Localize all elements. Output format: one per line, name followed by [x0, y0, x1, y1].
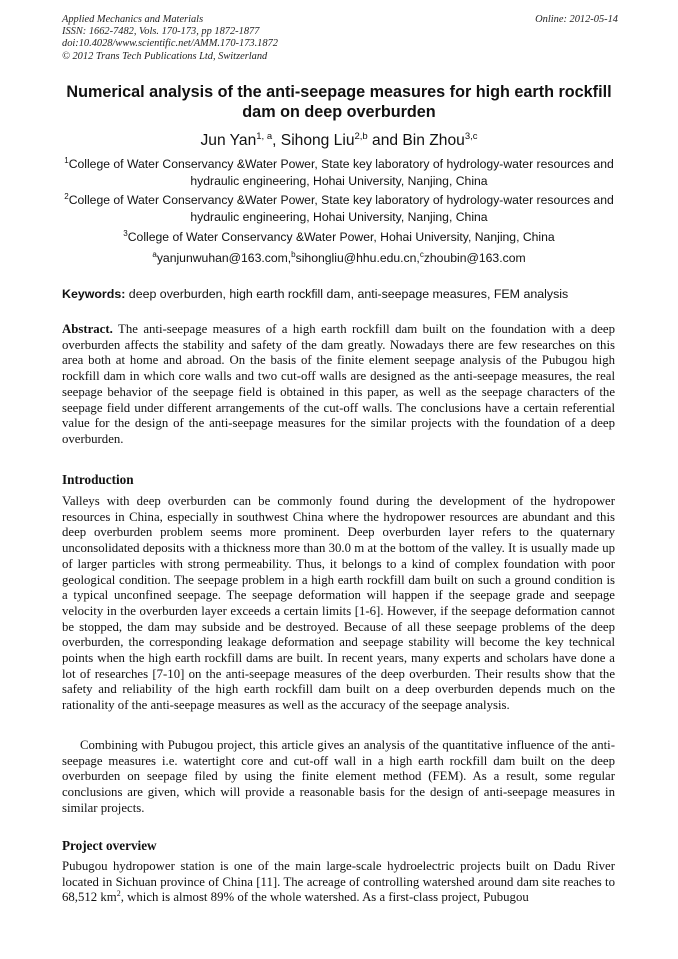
- section-heading-project-overview: Project overview: [62, 838, 157, 853]
- section-heading-introduction: Introduction: [62, 472, 134, 487]
- journal-header: [62, 14, 618, 63]
- author-name: Bin Zhou: [402, 132, 465, 149]
- author-name: Jun Yan: [200, 132, 257, 149]
- email-link: zhoubin@163.com: [423, 251, 526, 265]
- intro-paragraph-1: Valleys with deep overburden can be commonly found during the development of the hydropower resources in China, especially in southwest China where the hydropower resources are abundant and this deep overburden problem seems more prominent. Deep overburden layer refers to the quaternary unconsolidated deposits with a thickness more than 30.0 m at the bottom of the valley. It is usually made up of larger particles with strong permeability. Thus, it belongs to a kind of complex foundation with poor geological condition. The seepage problem in a high earth rockfill dam built on such a ground condition is a typical unconfined seepage. The seepage deformation will happen if the seepage grade and seepage velocity in the overburden layer exceeds a certain limits [1-6]. However, if the seepage deformation cannot be stopped, the dam may subside and be destroyed. Because of all these seepage problems of the deep overburden, the corresponding leakage deformation and seepage stability will become the key technical points when the high earth rockfill dams are built. In recent years, many experts and scholars have done a lot of researches [7-10] on the anti-seepage measures of the deep overburden. Their results show that the safety and reliability of the high earth rockfill dam built on a deep overburden depends much on the rationality of the anti-seepage measures as well as the accuracy of the seepage analysis.: [62, 494, 615, 713]
- intro-paragraph-2: Combining with Pubugou project, this article gives an analysis of the quantitative influence of the anti-seepage measures i.e. watertight core and cut-off wall in a high earth rockfill dam built on the deep overburden on seepage filed by using the finite element method (FEM). As a result, some regular conclusions are given, which will provide a reasonable basis for the design of anti-seepage measures in similar projects.: [62, 738, 615, 815]
- journal-name: Applied Mechanics and Materials: [62, 14, 204, 25]
- keywords-label: Keywords:: [62, 287, 126, 301]
- abstract-text: The anti-seepage measures of a high earth rockfill dam built on the foundation with a deep overburden affects the stability and safety of the dam greatly. Nowadays there are few researches on this area both at home and abroad. On the basis of the finite element seepage analysis of the Pubugou high rockfill dam in which core walls and two cut-off walls are designed as the anti-seepage measures, the real seepage behavior of the seepage field is obtained in this paper, as well as the seepage characters of the seepage field under different arrangements of the cut-off walls. The conclusions have a certain referential value for the design of the anti-seepage measures for the similar projects with the foundation of a deep overburden.: [62, 322, 615, 446]
- project-overview-paragraph: [62, 859, 615, 906]
- author-separator: ,: [272, 132, 281, 149]
- email-mark: a: [152, 250, 157, 259]
- author-affil-mark: 1, a: [256, 131, 273, 142]
- paper-title: Numerical analysis of the anti-seepage measures for high earth rockfill dam on deep overburden: [66, 83, 612, 121]
- email-line: [62, 250, 616, 267]
- affiliation-3: [62, 229, 616, 246]
- affiliation-mark: 3: [123, 229, 128, 238]
- keywords-text: deep overburden, high earth rockfill dam, anti-seepage measures, FEM analysis: [125, 287, 569, 301]
- author-separator: and: [367, 132, 403, 149]
- author-affil-mark: 2,b: [354, 131, 368, 142]
- superscript-2: 2: [116, 889, 121, 899]
- abstract-label: Abstract.: [62, 322, 113, 336]
- copyright-line: © 2012 Trans Tech Publications Ltd, Switzerland: [62, 50, 268, 62]
- online-date: Online: 2012-05-14: [535, 14, 618, 25]
- abstract: [62, 322, 615, 448]
- affiliation-1: [62, 156, 616, 189]
- overview-text-b: , which is almost 89% of the whole watershed. As a first-class project, Pubugou: [120, 890, 529, 905]
- doi-line: doi:10.4028/www.scientific.net/AMM.170-173.1872: [62, 38, 278, 50]
- affiliation-mark: 1: [64, 156, 69, 165]
- email-link: yanjunwuhan@163.com,: [156, 251, 292, 265]
- overview-text-a: Pubugou hydropower station is one of the main large-scale hydroelectric projects built on Dadu River located in Sichuan province of China [11]. The acreage of controlling watershed around dam site reaches to 68,512 km: [62, 859, 615, 905]
- email-mark: c: [419, 250, 424, 259]
- issn-line: ISSN: 1662-7482, Vols. 170-173, pp 1872-1877: [62, 26, 260, 38]
- email-link: sihongliu@hhu.edu.cn,: [295, 251, 420, 265]
- affiliation-text: College of Water Conservancy &Water Power, State key laboratory of hydrology-water resources and hydraulic engineering, Hohai University, Nanjing, China: [68, 157, 614, 188]
- author-name: Sihong Liu: [280, 132, 355, 149]
- affiliation-2: [62, 192, 616, 225]
- author-affil-mark: 3,c: [464, 131, 478, 142]
- affiliation-text: College of Water Conservancy &Water Power, Hohai University, Nanjing, China: [127, 230, 555, 244]
- author-list: [62, 132, 616, 150]
- email-mark: b: [291, 250, 296, 259]
- affiliation-mark: 2: [64, 192, 69, 201]
- keywords: [62, 287, 622, 302]
- affiliation-text: College of Water Conservancy &Water Power, State key laboratory of hydrology-water resources and hydraulic engineering, Hohai University, Nanjing, China: [68, 193, 614, 224]
